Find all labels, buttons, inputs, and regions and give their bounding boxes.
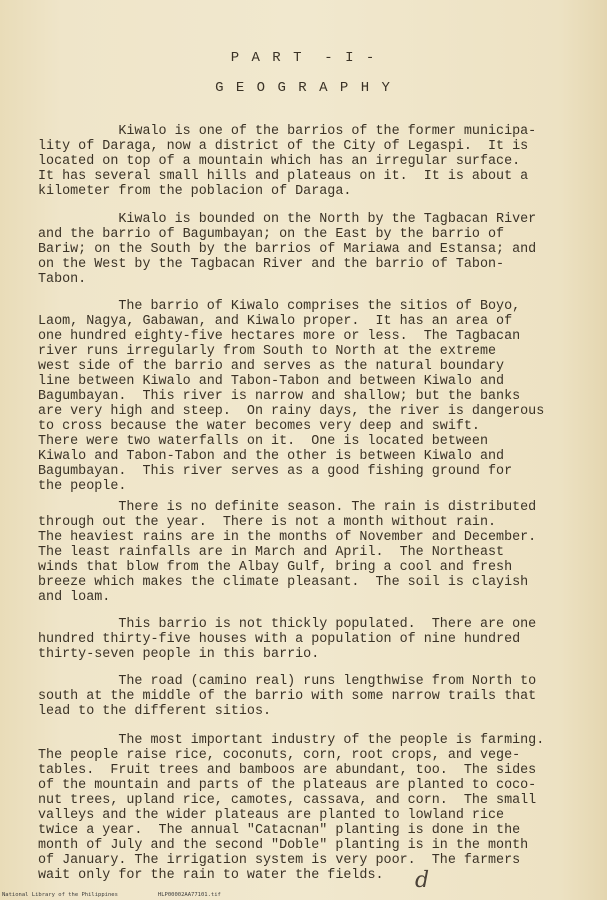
text-line: through out the year. There is not a month without rain. [38,515,497,530]
text-line: are very high and steep. On rainy days, the river is dangerous [38,404,545,419]
text-line: lity of Daraga, now a district of the City of Legaspi. It is [38,139,529,154]
text-line: and loam. [38,590,111,605]
section-heading: G E O G R A P H Y [215,80,392,96]
file-id: HLP00002AA77101.tif [157,892,221,898]
text-line: The barrio of Kiwalo comprises the sitios of Boyo, [38,299,521,314]
paragraph-road [38,674,536,719]
text-line: Laom, Nagya, Gabawan, and Kiwalo proper. It has an area of [38,314,513,329]
paragraph-population [38,617,536,662]
paragraph-industry [38,733,544,883]
text-line: on the West by the Tagbacan River and the barrio of Tabon- [38,257,505,272]
library-credit: National Library of the Philippines [2,892,118,898]
text-line: twice a year. The annual "Catacnan" planting is done in the [38,823,521,838]
handwritten-initial: d [415,868,430,893]
paragraph-climate [38,500,536,605]
text-line: kilometer from the poblacion of Daraga. [38,184,352,199]
text-line: wait only for the rain to water the fields. [38,868,384,883]
text-line: the people. [38,479,127,494]
part-heading: P A R T - I - [230,50,377,66]
text-line: nut trees, upland rice, camotes, cassava, and corn. The small [38,793,537,808]
paragraph-location [38,124,536,199]
text-line: The people raise rice, coconuts, corn, root crops, and vege- [38,748,521,763]
text-line: The road (camino real) runs lengthwise from North to [38,674,537,689]
text-line: month of July and the second "Doble" planting is in the month [38,838,529,853]
text-line: of the mountain and parts of the plateaus are planted to coco- [38,778,537,793]
text-line: It has several small hills and plateaus on it. It is about a [38,169,529,184]
paragraph-sitios-river [38,299,544,494]
text-line: There were two waterfalls on it. One is located between [38,434,488,449]
text-line: Bagumbayan. This river serves as a good fishing ground for [38,464,513,479]
text-line: valleys and the wider plateaus are planted to lowland rice [38,808,505,823]
text-line: winds that blow from the Albay Gulf, bring a cool and fresh [38,560,513,575]
text-line: Bariw; on the South by the barrios of Mariawa and Estansa; and [38,242,537,257]
text-line: one hundred eighty-five hectares more or less. The Tagbacan [38,329,521,344]
text-line: tables. Fruit trees and bamboos are abundant, too. The sides [38,763,537,778]
text-line: This barrio is not thickly populated. There are one [38,617,537,632]
text-line: The least rainfalls are in March and April. The Northeast [38,545,505,560]
text-line: The most important industry of the people is farming. [38,733,545,748]
text-line: breeze which makes the climate pleasant. The soil is clayish [38,575,529,590]
text-line: located on top of a mountain which has an irregular surface. [38,154,521,169]
text-line: south at the middle of the barrio with some narrow trails that [38,689,537,704]
text-line: hundred thirty-five houses with a population of nine hundred [38,632,521,647]
text-line: There is no definite season. The rain is distributed [38,500,537,515]
text-line: west side of the barrio and serves as the natural boundary [38,359,505,374]
text-line: to cross because the water becomes very deep and swift. [38,419,480,434]
text-line: The heaviest rains are in the months of November and December. [38,530,537,545]
text-line: of January. The irrigation system is very poor. The farmers [38,853,521,868]
text-line: and the barrio of Bagumbayan; on the East by the barrio of [38,227,505,242]
text-line: Kiwalo and Tabon-Tabon and the other is between Kiwalo and [38,449,505,464]
text-line: lead to the different sitios. [38,704,272,719]
text-line: Bagumbayan. This river is narrow and shallow; but the banks [38,389,521,404]
text-line: line between Kiwalo and Tabon-Tabon and between Kiwalo and [38,374,505,389]
text-line: Kiwalo is one of the barrios of the former municipa- [38,124,537,139]
scan-footer [2,892,261,898]
text-line: thirty-seven people in this barrio. [38,647,320,662]
text-line: Kiwalo is bounded on the North by the Tagbacan River [38,212,537,227]
text-line: Tabon. [38,272,87,287]
paragraph-boundaries [38,212,536,287]
text-line: river runs irregularly from South to North at the extreme [38,344,497,359]
